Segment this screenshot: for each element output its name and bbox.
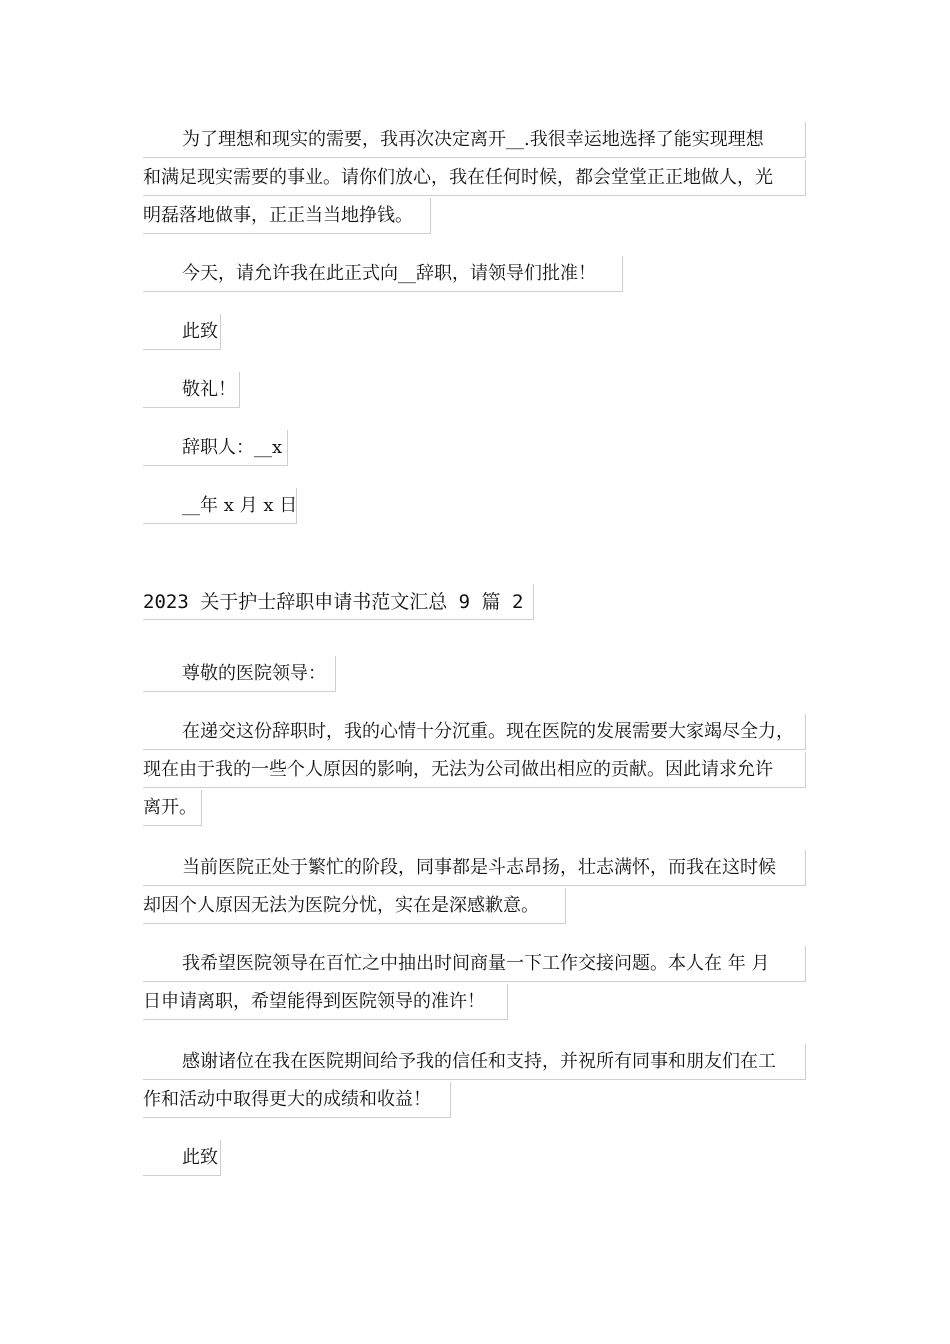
closing-line: 此致	[143, 1140, 221, 1176]
paragraph-line: 和满足现实需要的事业。请你们放心，我在任何时候，都会堂堂正正地做人，光	[143, 160, 806, 196]
paragraph-line: 感谢诸位在我在医院期间给予我的信任和支持，并祝所有同事和朋友们在工	[143, 1044, 806, 1080]
paragraph-line: 日申请离职，希望能得到医院领导的准许！	[143, 984, 508, 1020]
paragraph-line: 我希望医院领导在百忙之中抽出时间商量一下工作交接问题。本人在 年 月	[143, 946, 806, 982]
paragraph-line: 离开。	[143, 790, 202, 826]
salutation: 尊敬的医院领导：	[143, 656, 336, 692]
date-line: __年 x 月 x 日	[143, 488, 297, 524]
paragraph-line: 当前医院正处于繁忙的阶段，同事都是斗志昂扬，壮志满怀，而我在这时候	[143, 850, 806, 886]
paragraph-line: 在递交这份辞职时，我的心情十分沉重。现在医院的发展需要大家竭尽全力，	[143, 714, 806, 750]
closing-line: 敬礼！	[143, 372, 240, 408]
paragraph-line: 为了理想和现实的需要，我再次决定离开__.我很幸运地选择了能实现理想	[143, 122, 806, 158]
paragraph-line: 却因个人原因无法为医院分忧，实在是深感歉意。	[143, 888, 566, 924]
signature-line: 辞职人：__x	[143, 430, 288, 466]
paragraph-line: 现在由于我的一些个人原因的影响，无法为公司做出相应的贡献。因此请求允许	[143, 752, 806, 788]
section-heading: 2023 关于护士辞职申请书范文汇总 9 篇 2	[143, 584, 534, 620]
paragraph-line: 今天，请允许我在此正式向__辞职，请领导们批准！	[143, 256, 623, 292]
paragraph-line: 作和活动中取得更大的成绩和收益！	[143, 1082, 451, 1118]
paragraph-line: 明磊落地做事，正正当当地挣钱。	[143, 198, 431, 234]
closing-line: 此致	[143, 314, 221, 350]
